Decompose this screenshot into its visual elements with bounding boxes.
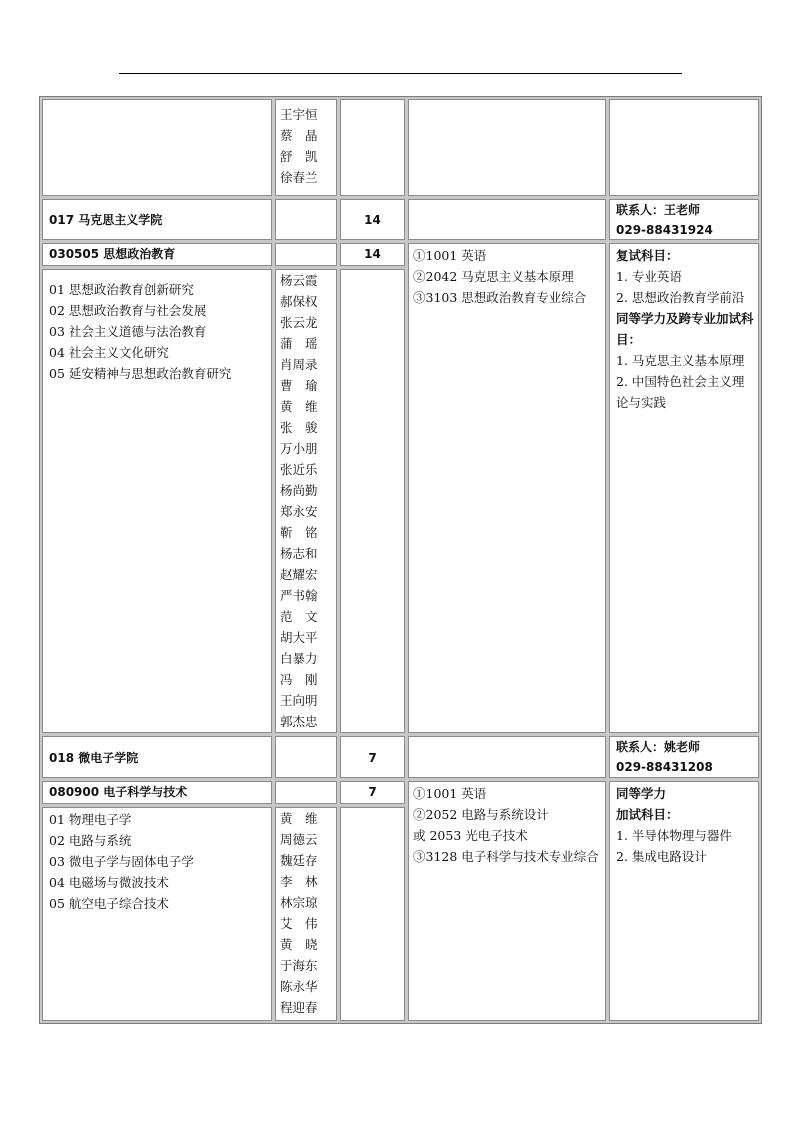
research-direction: 03 社会主义道德与法治教育 <box>49 324 207 339</box>
major-directions-cell <box>42 269 272 733</box>
advisor-name: 靳 铭 <box>280 525 318 540</box>
school-exam-cell <box>408 736 606 778</box>
research-direction: 03 微电子学与固体电子学 <box>49 854 194 869</box>
major-notes-cell <box>609 243 759 733</box>
major-notes-cell <box>609 781 759 1021</box>
row0-quota-cell <box>340 99 405 196</box>
school-quota-cell <box>340 736 405 778</box>
advisor-name: 徐春兰 <box>280 170 318 185</box>
research-direction: 01 思想政治教育创新研究 <box>49 282 194 297</box>
contact-label: 联系人：姚老师 <box>616 740 701 754</box>
advisor-name: 张 骏 <box>280 420 318 435</box>
row0-direction-cell <box>42 99 272 196</box>
major-exam-cell <box>408 243 606 733</box>
advisor-name: 舒 凯 <box>280 149 318 164</box>
advisor-name: 杨志和 <box>280 546 318 561</box>
extra-title: 同等学力 <box>616 786 667 801</box>
advisor-name: 王宇恒 <box>280 107 318 122</box>
research-direction: 02 思想政治教育与社会发展 <box>49 303 207 318</box>
advisor-name: 白暴力 <box>280 651 318 666</box>
advisor-name: 万小朋 <box>280 441 318 456</box>
advisor-name: 范 文 <box>280 609 318 624</box>
contact-phone: 029-88431208 <box>616 760 713 774</box>
exam-subject: ②2052 电路与系统设计 <box>413 807 549 822</box>
advisor-name: 黄 维 <box>280 811 318 826</box>
extra-item: 1. 半导体物理与器件 <box>616 828 732 843</box>
advisor-name: 蔡 晶 <box>280 128 318 143</box>
retest-item: 1. 专业英语 <box>616 269 682 284</box>
research-direction: 02 电路与系统 <box>49 833 132 848</box>
research-direction: 05 航空电子综合技术 <box>49 896 169 911</box>
advisor-name: 曹 瑜 <box>280 378 318 393</box>
advisor-name: 林宗琼 <box>280 895 318 910</box>
advisor-name: 杨尚勤 <box>280 483 318 498</box>
contact-phone: 029-88431924 <box>616 223 713 237</box>
exam-subject: 或 2053 光电子技术 <box>413 828 528 843</box>
advisor-name: 张云龙 <box>280 315 318 330</box>
advisor-name: 王向明 <box>280 693 318 708</box>
research-direction: 04 社会主义文化研究 <box>49 345 169 360</box>
school-heading-cell <box>42 199 272 240</box>
school-contact-cell <box>609 199 759 240</box>
row0-notes-cell <box>609 99 759 196</box>
row0-exam-cell <box>408 99 606 196</box>
major-advisors-cell <box>275 807 337 1021</box>
advisor-name: 李 林 <box>280 874 318 889</box>
major-quota-cell <box>340 243 405 266</box>
advisor-name: 蒲 瑶 <box>280 336 318 351</box>
major-heading: 030505 思想政治教育 <box>49 247 176 261</box>
school-quota: 7 <box>368 751 377 765</box>
major-blank-advisor-cell <box>275 243 337 266</box>
major-quota-cell <box>340 781 405 804</box>
advisor-name: 郭杰忠 <box>280 714 318 729</box>
extra-item: 1. 马克思主义基本原理 <box>616 353 745 368</box>
advisor-name: 周德云 <box>280 832 318 847</box>
research-direction: 05 延安精神与思想政治教育研究 <box>49 366 232 381</box>
advisor-name: 郑永安 <box>280 504 318 519</box>
exam-subject: ①1001 英语 <box>413 786 487 801</box>
advisor-name: 黄 维 <box>280 399 318 414</box>
advisor-name: 张近乐 <box>280 462 318 477</box>
major-blank-quota-cell <box>340 269 405 733</box>
retest-title: 复试科目： <box>616 248 679 263</box>
contact-label: 联系人：王老师 <box>616 203 701 217</box>
major-heading-cell <box>42 781 272 804</box>
advisor-name: 黄 晓 <box>280 937 318 952</box>
advisor-name: 郝保权 <box>280 294 318 309</box>
school-heading: 018 微电子学院 <box>49 751 139 765</box>
school-quota-cell <box>340 199 405 240</box>
extra-title: 加试科目： <box>616 807 679 822</box>
advisor-name: 赵耀宏 <box>280 567 318 582</box>
major-blank-quota-cell <box>340 807 405 1021</box>
major-heading-cell <box>42 243 272 266</box>
advisor-name: 胡大平 <box>280 630 318 645</box>
extra-item: 2. 集成电路设计 <box>616 849 707 864</box>
school-quota: 14 <box>364 213 381 227</box>
school-heading: 017 马克思主义学院 <box>49 213 163 227</box>
school-exam-cell <box>408 199 606 240</box>
school-advisor-cell <box>275 199 337 240</box>
school-contact-cell <box>609 736 759 778</box>
advisor-name: 魏廷存 <box>280 853 318 868</box>
major-directions-cell <box>42 807 272 1021</box>
extra-title: 同等学力及跨专业加试科目： <box>616 311 754 347</box>
advisor-name: 艾 伟 <box>280 916 318 931</box>
major-heading: 080900 电子科学与技术 <box>49 785 188 799</box>
header-rule <box>119 73 682 74</box>
major-advisors-cell <box>275 269 337 733</box>
advisor-name: 严书翰 <box>280 588 318 603</box>
exam-subject: ③3128 电子科学与技术专业综合 <box>413 849 599 864</box>
school-heading-cell <box>42 736 272 778</box>
research-direction: 04 电磁场与微波技术 <box>49 875 169 890</box>
major-quota: 7 <box>368 785 377 799</box>
major-quota: 14 <box>364 247 381 261</box>
major-blank-advisor-cell <box>275 781 337 804</box>
exam-subject: ②2042 马克思主义基本原理 <box>413 269 574 284</box>
exam-subject: ①1001 英语 <box>413 248 487 263</box>
advisor-name: 冯 刚 <box>280 672 318 687</box>
research-direction: 01 物理电子学 <box>49 812 132 827</box>
advisor-name: 程迎春 <box>280 1000 318 1015</box>
retest-item: 2. 思想政治教育学前沿 <box>616 290 745 305</box>
advisor-name: 肖周录 <box>280 357 318 372</box>
row0-advisors-cell <box>275 99 337 196</box>
major-exam-cell <box>408 781 606 1021</box>
exam-subject: ③3103 思想政治教育专业综合 <box>413 290 587 305</box>
advisor-name: 杨云霞 <box>280 273 318 288</box>
advisor-name: 于海东 <box>280 958 318 973</box>
school-advisor-cell <box>275 736 337 778</box>
extra-item: 2. 中国特色社会主义理论与实践 <box>616 374 745 410</box>
advisor-name: 陈永华 <box>280 979 318 994</box>
